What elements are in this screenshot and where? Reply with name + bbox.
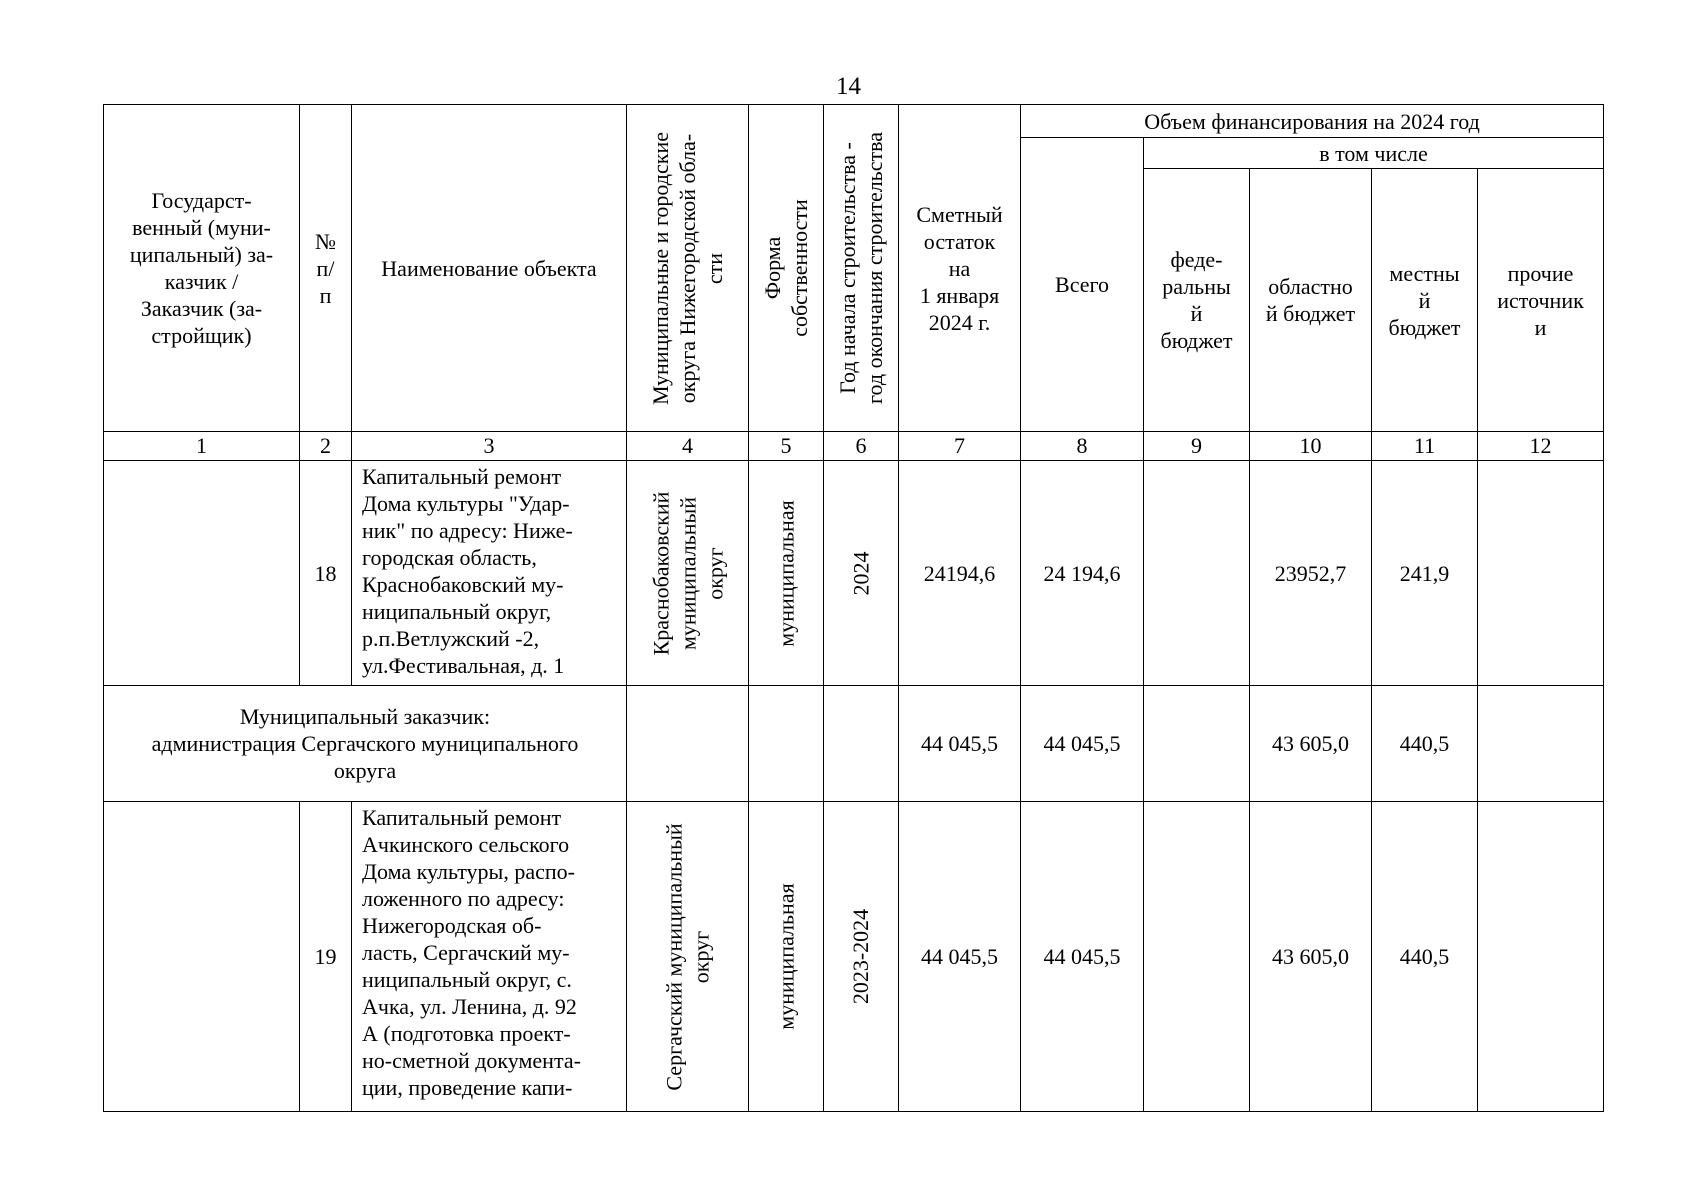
column-number: 5 [749,432,824,461]
row-regional: 23952,7 [1250,461,1372,686]
header-object-name: Наименование объекта [352,105,627,432]
customer-federal [1144,686,1250,802]
header-num: № п/ п [300,105,352,432]
column-number: 8 [1021,432,1144,461]
header-federal: феде- ральны й бюджет [1144,169,1250,432]
customer-years [824,686,899,802]
customer-regional: 43 605,0 [1250,686,1372,802]
row-other [1478,461,1604,686]
customer-ownership [749,686,824,802]
column-number: 4 [627,432,749,461]
row-municipality: Сергачский муниципальный округ [627,802,749,1112]
row-object-name: Капитальный ремонт Ачкинского сельского Дома культуры, распо- ложенного по адресу: Нижегородская об- ласть, Сергачский му- ниципальный округ, с. Ачка, ул. Ленина, д. 92 А (подготовка проект- но-сметной документа- ции, проведение капи- [352,802,627,1112]
header-other: прочие источник и [1478,169,1604,432]
row-estimate: 24194,6 [899,461,1021,686]
financing-table [103,104,1604,1112]
customer-other [1478,686,1604,802]
header-funding: Объем финансирования на 2024 год [1021,105,1604,138]
row-municipality: Краснобаковский муниципальный округ [627,461,749,686]
column-number: 2 [300,432,352,461]
table-row [104,802,1604,1112]
customer-total: 44 045,5 [1021,686,1144,802]
header-including: в том числе [1144,138,1604,169]
row-customer [104,802,300,1112]
column-number: 3 [352,432,627,461]
row-estimate: 44 045,5 [899,802,1021,1112]
header-customer: Государст- венный (муни- ципальный) за- казчик / Заказчик (за- стройщик) [104,105,300,432]
customer-name: Муниципальный заказчик: администрация Сергачского муниципального округа [104,686,627,802]
row-years: 2024 [824,461,899,686]
header-ownership: Форма собственности [749,105,824,432]
row-local: 440,5 [1372,802,1478,1112]
column-number: 7 [899,432,1021,461]
column-number: 10 [1250,432,1372,461]
customer-municipality [627,686,749,802]
column-number: 9 [1144,432,1250,461]
row-federal [1144,802,1250,1112]
row-ownership: муниципальная [749,802,824,1112]
header-local: местны й бюджет [1372,169,1478,432]
row-num: 19 [300,802,352,1112]
customer-row [104,686,1604,802]
row-regional: 43 605,0 [1250,802,1372,1112]
row-total: 24 194,6 [1021,461,1144,686]
header-years: Год начала строительства - год окончания строительства [824,105,899,432]
row-customer [104,461,300,686]
row-object-name: Капитальный ремонт Дома культуры "Удар- ник" по адресу: Ниже- городская область, Краснобаковский му- ниципальный округ, р.п.Ветлужский -2, ул.Фестивальная, д. 1 [352,461,627,686]
row-total: 44 045,5 [1021,802,1144,1112]
page-number: 14 [836,73,861,100]
header-estimate: Сметный остаток на 1 января 2024 г. [899,105,1021,432]
row-years: 2023-2024 [824,802,899,1112]
header-regional: областно й бюджет [1250,169,1372,432]
customer-estimate: 44 045,5 [899,686,1021,802]
row-local: 241,9 [1372,461,1478,686]
column-numbers-row [104,432,1604,461]
customer-local: 440,5 [1372,686,1478,802]
column-number: 11 [1372,432,1478,461]
row-federal [1144,461,1250,686]
column-number: 1 [104,432,300,461]
header-total: Всего [1021,138,1144,432]
row-ownership: муниципальная [749,461,824,686]
row-other [1478,802,1604,1112]
row-num: 18 [300,461,352,686]
column-number: 6 [824,432,899,461]
column-number: 12 [1478,432,1604,461]
header-municipality: Муниципальные и городские округа Нижегородской обла- сти [627,105,749,432]
table-row [104,461,1604,686]
